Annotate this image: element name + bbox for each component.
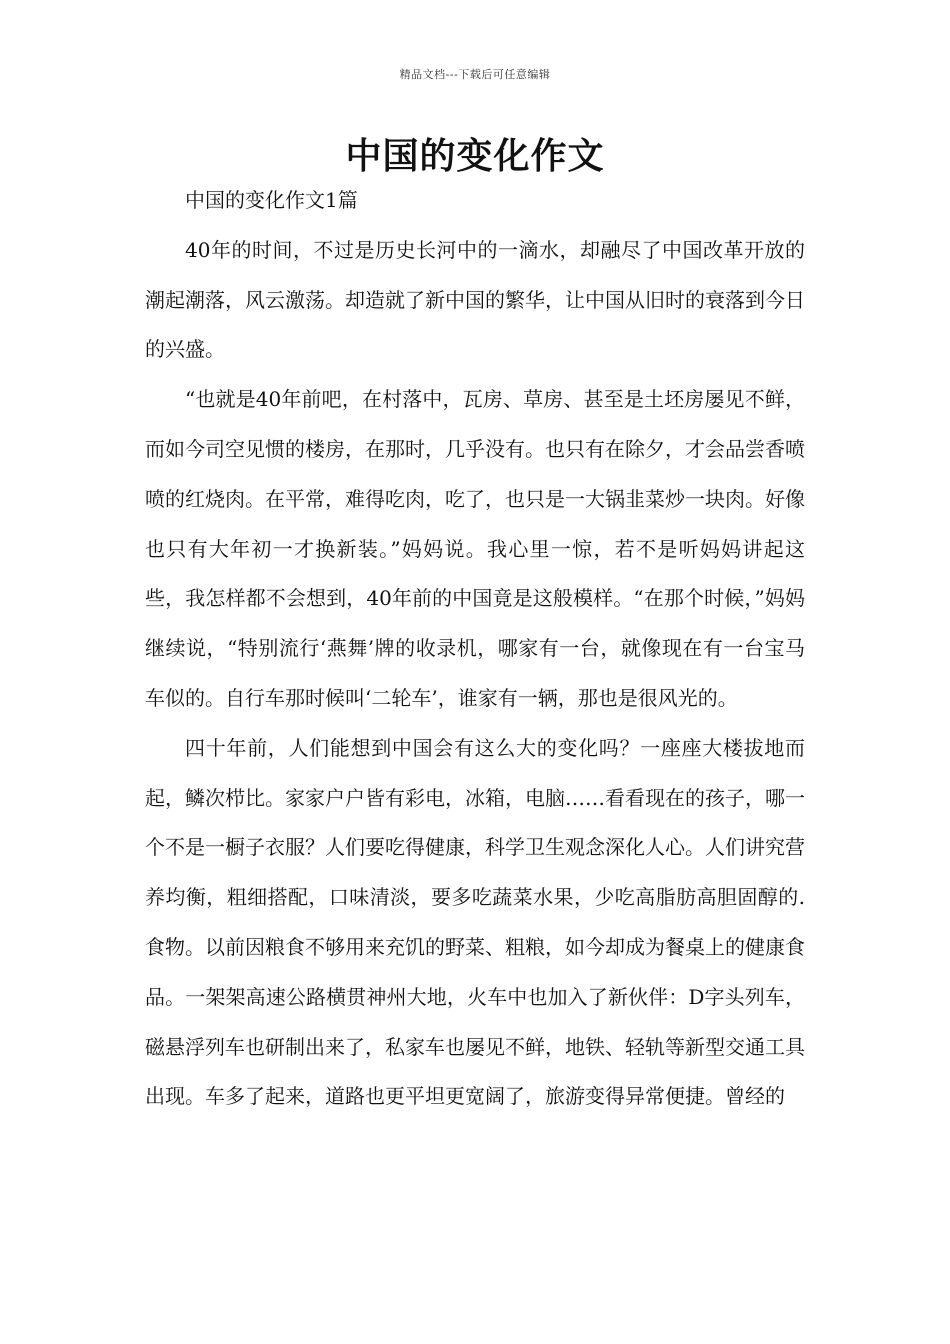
paragraph: 40年的时间，不过是历史长河中的一滴水，却融尽了中国改革开放的潮起潮落，风云激荡。却造就了新中国的繁华，让中国从旧时的衰落到今日的兴盛。: [145, 237, 805, 362]
document-title: 中国的变化作文: [345, 136, 605, 177]
document-body: [145, 176, 805, 1122]
paragraph: “也就是40年前吧，在村落中，瓦房、草房、甚至是土坯房屡见不鲜，而如今司空见惯的楼房，在那时，几乎没有。也只有在除夕，才会品尝香喷喷的红烧肉。在平常，难得吃肉，吃了，也只是一大锅韭菜炒一块肉。好像也只有大年初一才换新装。”妈妈说。我心里一惊，若不是听妈妈讲起这些，我怎样都不会想到，40年前的中国竟是这般模样。“在那个时候，”妈妈继续说，“特别流行‘燕舞’牌的收录机，哪家有一台，就像现在有一台宝马车似的。自行车那时候叫‘二轮车’，谁家有一辆，那也是很风光的。: [145, 387, 805, 710]
paragraph-subtitle: 中国的变化作文1篇: [185, 188, 358, 212]
header-note: 精品文档---下载后可任意编辑: [399, 68, 551, 81]
paragraph: 四十年前，人们能想到中国会有这么大的变化吗？一座座大楼拔地而起，鳞次栉比。家家户户皆有彩电，冰箱，电脑……看看现在的孩子，哪一个不是一橱子衣服？人们要吃得健康，科学卫生观念深化人心。人们讲究营养均衡，粗细搭配，口味清淡，要多吃蔬菜水果，少吃高脂肪高胆固醇的.食物。以前因粮食不够用来充饥的野菜、粗粮，如今却成为餐桌上的健康食品。一架架高速公路横贯神州大地，火车中也加入了新伙伴：D字头列车，磁悬浮列车也研制出来了，私家车也屡见不鲜，地铁、轻轨等新型交通工具出现。车多了起来，道路也更平坦更宽阔了，旅游变得异常便捷。曾经的: [145, 735, 805, 1109]
